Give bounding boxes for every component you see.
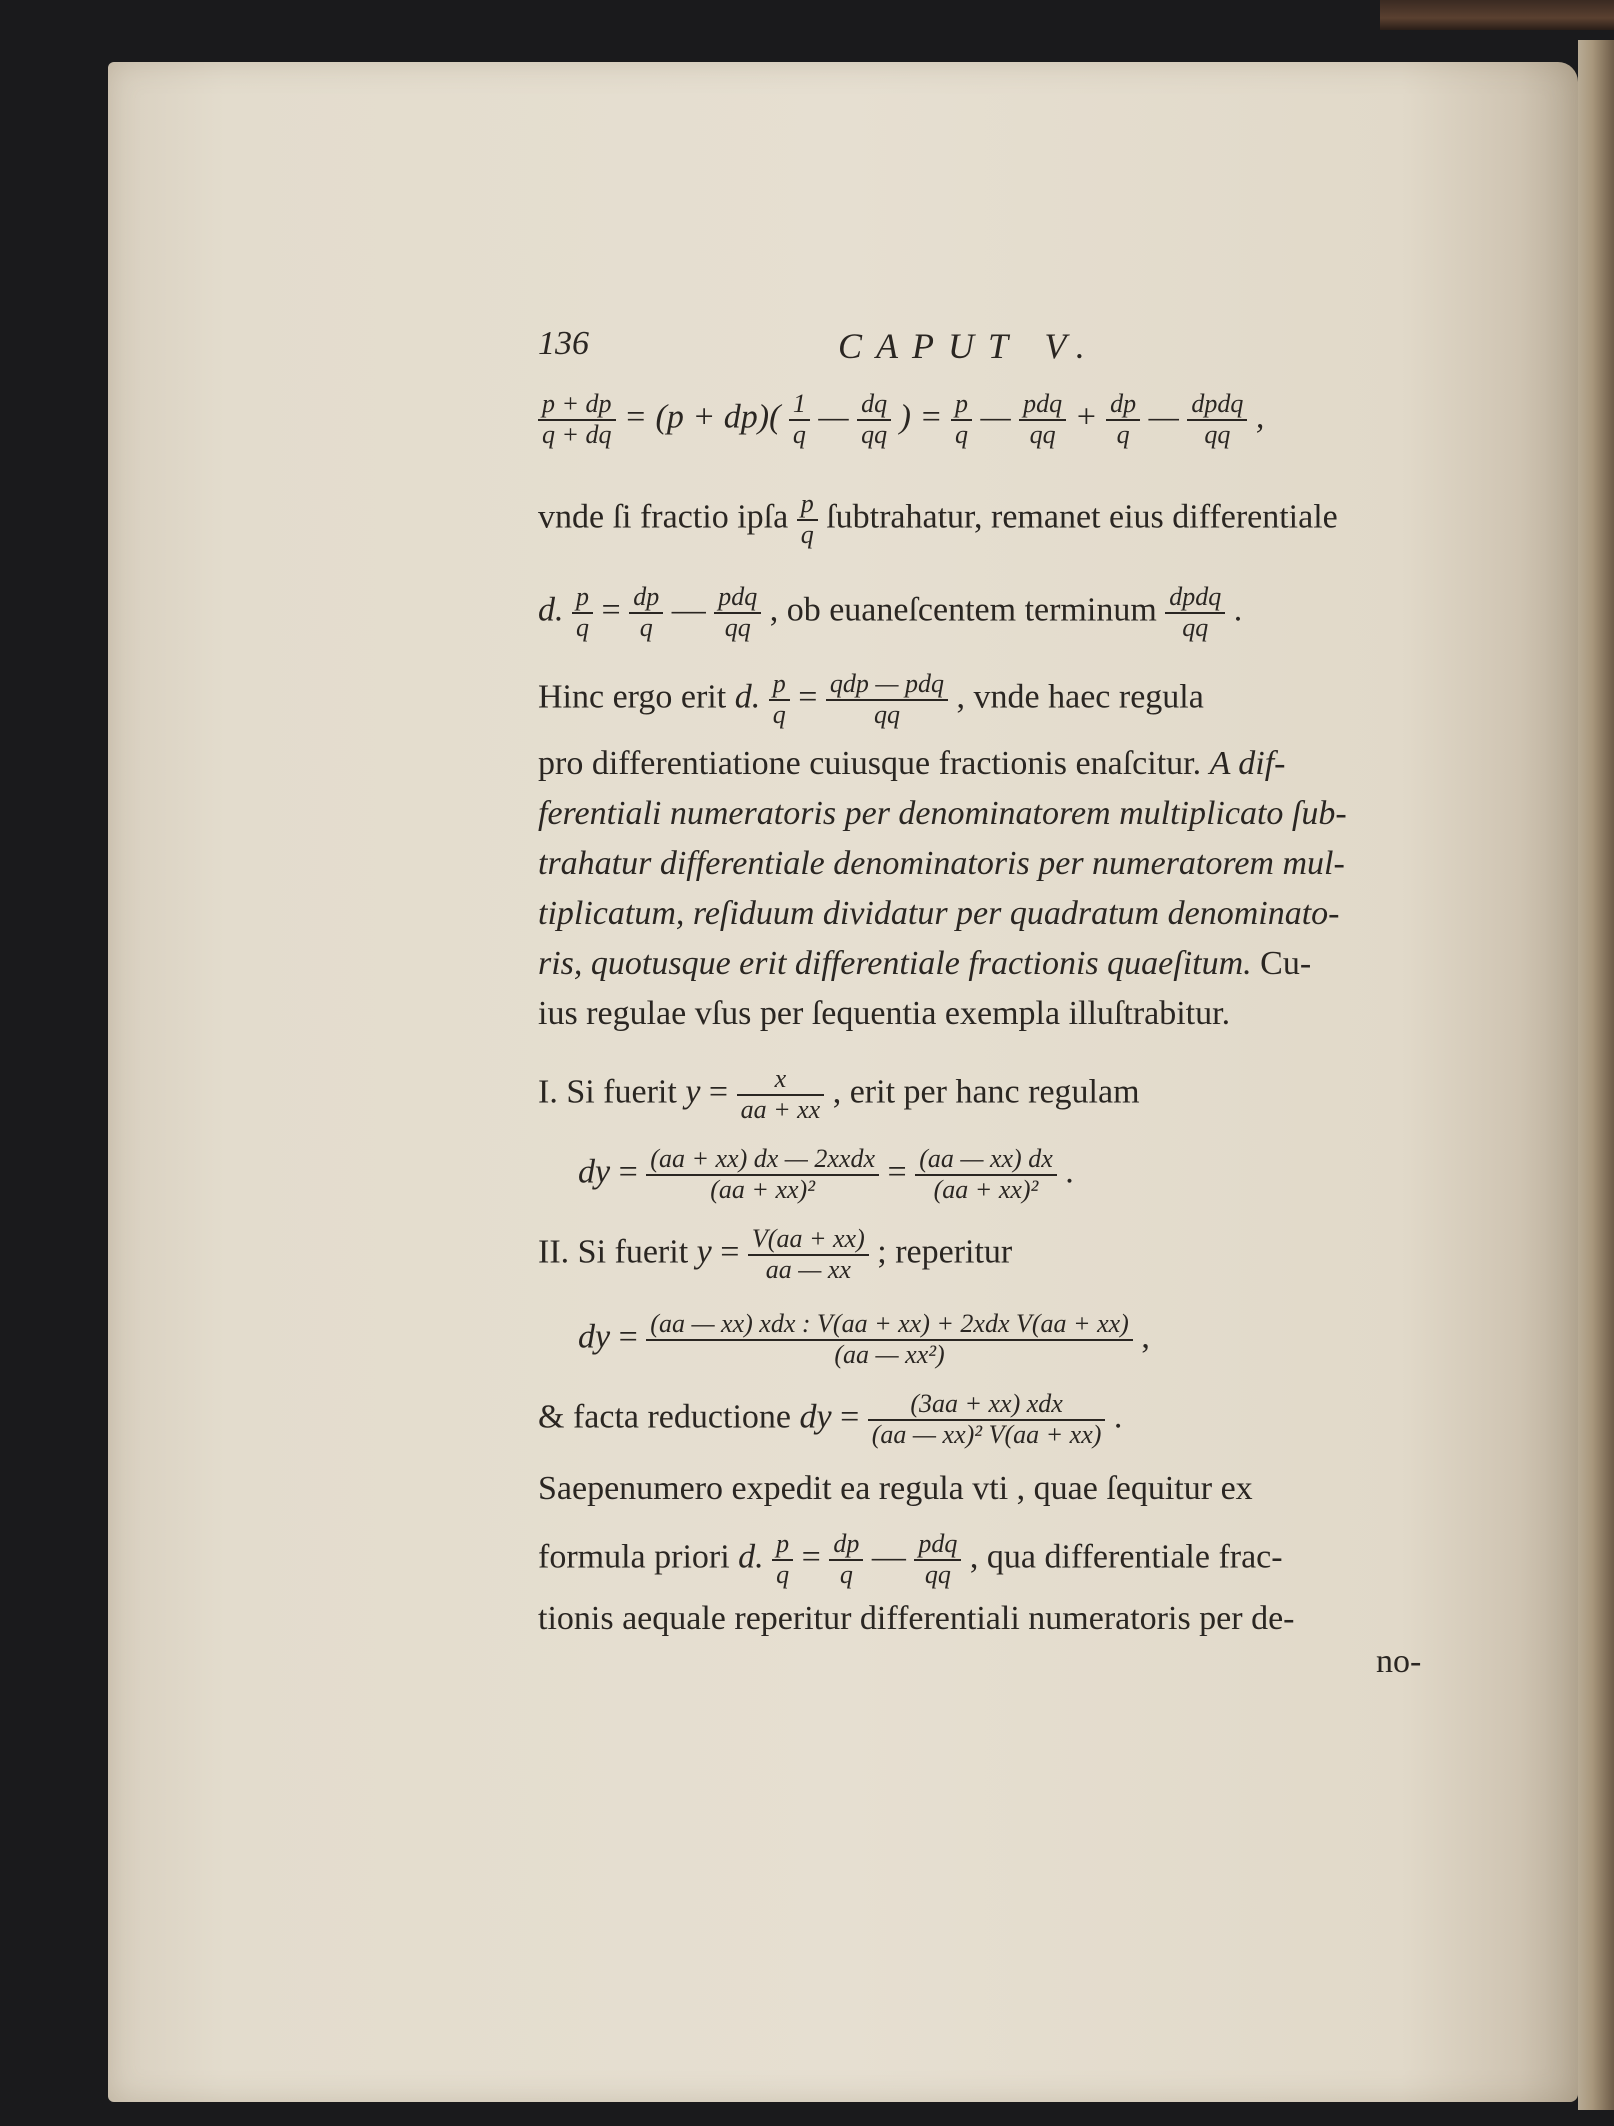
- fraction: [914, 1530, 961, 1589]
- paragraph-line: ferentiali numeratoris per denominatorem multiplicato ſub-: [538, 795, 1347, 832]
- fraction: [748, 1225, 869, 1284]
- numerator: p: [772, 1530, 793, 1561]
- numerator: dp: [629, 583, 663, 614]
- fraction: [829, 1530, 863, 1589]
- example-label: I.: [538, 1073, 558, 1111]
- numerator: (aa — xx) dx: [915, 1145, 1057, 1176]
- text-line: [538, 583, 1242, 642]
- equals: =: [624, 398, 647, 436]
- numerator: p: [572, 583, 593, 614]
- fraction: [1106, 390, 1140, 449]
- fraction: [629, 583, 663, 642]
- denominator: (aa + xx)²: [710, 1174, 816, 1204]
- text: ſubtrahatur, remanet eius differentiale: [826, 498, 1338, 536]
- equals: =: [798, 678, 818, 716]
- comma: ,: [1255, 398, 1265, 436]
- period: .: [1113, 1398, 1123, 1436]
- denominator: aa + xx: [740, 1094, 821, 1124]
- denominator: qq: [1204, 419, 1231, 449]
- denominator: q + dq: [542, 419, 612, 449]
- numerator: x: [737, 1065, 825, 1096]
- minus: —: [671, 591, 706, 629]
- variable: y: [696, 1233, 712, 1271]
- example-2-result: [578, 1310, 1150, 1369]
- paragraph-line: Saepenumero expedit ea regula vti , quae ſequitur ex: [538, 1470, 1253, 1507]
- example-1: [538, 1065, 1140, 1124]
- period: .: [1065, 1153, 1074, 1191]
- equals: =: [919, 398, 943, 436]
- text: , vnde haec regula: [956, 678, 1204, 716]
- denominator: qq: [924, 1559, 951, 1589]
- equals: =: [887, 1153, 907, 1191]
- paragraph-line: tiplicatum, reſiduum dividatur per quadratum denominato-: [538, 895, 1340, 932]
- equals: =: [618, 1153, 638, 1191]
- numerator: pdq: [914, 1530, 961, 1561]
- binding-top: [1380, 0, 1614, 30]
- text: , qua differentiale frac-: [969, 1538, 1283, 1576]
- operator: d.: [738, 1538, 764, 1576]
- fraction: [538, 390, 616, 449]
- denominator: qq: [1029, 419, 1056, 449]
- paragraph-line: tionis aequale reperitur differentiali numeratoris per de-: [538, 1600, 1295, 1637]
- plus: +: [1074, 398, 1098, 436]
- denominator: (aa — xx²): [834, 1339, 945, 1369]
- denominator: aa — xx: [765, 1254, 851, 1284]
- numerator: p: [769, 670, 790, 701]
- minus: —: [871, 1538, 906, 1576]
- numerator: (aa + xx) dx — 2xxdx: [646, 1145, 879, 1176]
- fraction: [769, 670, 790, 729]
- reduction-line: [538, 1390, 1122, 1449]
- numerator: qdp — pdq: [826, 670, 948, 701]
- numerator: (aa — xx) xdx : V(aa + xx) + 2xdx V(aa + xx): [646, 1310, 1133, 1341]
- text: & facta reductione: [538, 1398, 791, 1436]
- fraction: [572, 583, 593, 642]
- denominator: (aa + xx)²: [933, 1174, 1039, 1204]
- running-head: CAPUT V.: [838, 326, 1099, 366]
- fraction: [1165, 583, 1225, 642]
- numerator: dp: [829, 1530, 863, 1561]
- fraction: [868, 1390, 1106, 1449]
- paragraph-line: [538, 945, 1311, 983]
- numerator: dp: [1106, 390, 1140, 421]
- fraction: [789, 390, 810, 449]
- denominator: qq: [1182, 612, 1209, 642]
- denominator: qq: [873, 699, 900, 729]
- close-paren: ): [899, 398, 911, 436]
- text-line: [538, 490, 1338, 549]
- numerator: pdq: [1019, 390, 1066, 421]
- numerator: dq: [857, 390, 891, 421]
- fraction: [1187, 390, 1247, 449]
- period: .: [1233, 591, 1243, 629]
- example-2: [538, 1225, 1012, 1284]
- text: Hinc ergo erit: [538, 678, 727, 716]
- fraction: [772, 1530, 793, 1589]
- denominator: q: [772, 699, 786, 729]
- paragraph-line: trahatur differentiale denominatoris per numeratorem mul-: [538, 845, 1345, 882]
- fraction: [714, 583, 761, 642]
- fraction: [915, 1145, 1057, 1204]
- numerator: p: [797, 490, 818, 521]
- paragraph-line: [538, 1530, 1283, 1589]
- denominator: q: [639, 612, 653, 642]
- numerator: dpdq: [1165, 583, 1225, 614]
- example-label: II.: [538, 1233, 570, 1271]
- fraction: [737, 1065, 825, 1124]
- fraction: [1019, 390, 1066, 449]
- denominator: q: [576, 612, 589, 642]
- text: formula priori: [538, 1538, 730, 1576]
- paragraph-line: ius regulae vſus per ſequentia exempla illuſtrabitur.: [538, 995, 1231, 1032]
- denominator: q: [800, 519, 814, 549]
- variable: dy: [578, 1153, 611, 1191]
- minus: —: [1148, 398, 1179, 436]
- denominator: qq: [724, 612, 751, 642]
- denominator: (aa — xx)² V(aa + xx): [871, 1419, 1102, 1449]
- text: , ob euaneſcentem terminum: [769, 591, 1157, 629]
- operator: d.: [734, 678, 761, 716]
- denominator: q: [839, 1559, 853, 1589]
- variable: dy: [578, 1318, 611, 1356]
- denominator: q: [954, 419, 968, 449]
- denominator: q: [1116, 419, 1130, 449]
- denominator: q: [792, 419, 806, 449]
- text: ; reperitur: [877, 1233, 1013, 1271]
- variable: dy: [799, 1398, 832, 1436]
- fraction: [646, 1310, 1133, 1369]
- numerator: 1: [789, 390, 810, 421]
- paragraph-line: [538, 745, 1285, 783]
- text: pro differentiatione cuiusque fractionis enaſcitur.: [538, 745, 1202, 782]
- numerator: p: [951, 390, 972, 421]
- equals: =: [618, 1318, 638, 1356]
- numerator: V(aa + xx): [748, 1225, 869, 1256]
- numerator: p + dp: [538, 390, 616, 421]
- numerator: (3aa + xx) xdx: [868, 1390, 1106, 1421]
- fraction: [646, 1145, 879, 1204]
- example-1-result: [578, 1145, 1074, 1204]
- text: Si fuerit: [577, 1233, 689, 1271]
- page-edge: [1578, 40, 1614, 2110]
- variable: y: [685, 1073, 701, 1111]
- equals: =: [801, 1538, 821, 1576]
- fraction: [797, 490, 818, 549]
- operator: d.: [538, 591, 564, 629]
- equals: =: [708, 1073, 729, 1111]
- page-number: 136: [538, 325, 589, 362]
- catchword: no-: [1376, 1643, 1422, 1680]
- italic-text: ris, quotusque erit differentiale fractionis quaeſitum.: [538, 945, 1252, 982]
- page-header: [538, 325, 1428, 385]
- text: Si fuerit: [566, 1073, 677, 1111]
- numerator: dpdq: [1187, 390, 1247, 421]
- numerator: pdq: [714, 583, 761, 614]
- minus: —: [818, 398, 849, 436]
- page-content: [538, 325, 1428, 1680]
- comma: ,: [1141, 1318, 1150, 1356]
- factor: (p + dp)(: [655, 398, 781, 436]
- equals: =: [720, 1233, 740, 1271]
- equation-1: [538, 390, 1264, 449]
- italic-text: A dif-: [1209, 745, 1286, 782]
- denominator: q: [776, 1559, 790, 1589]
- fraction: [951, 390, 972, 449]
- text: vnde ſi fractio ipſa: [538, 498, 789, 536]
- minus: —: [980, 398, 1011, 436]
- equals: =: [601, 591, 621, 629]
- fraction: [826, 670, 948, 729]
- text: , erit per hanc regulam: [832, 1073, 1140, 1111]
- text: Cu-: [1260, 945, 1312, 982]
- denominator: qq: [861, 419, 888, 449]
- equals: =: [840, 1398, 860, 1436]
- fraction: [857, 390, 891, 449]
- text-line: [538, 670, 1204, 729]
